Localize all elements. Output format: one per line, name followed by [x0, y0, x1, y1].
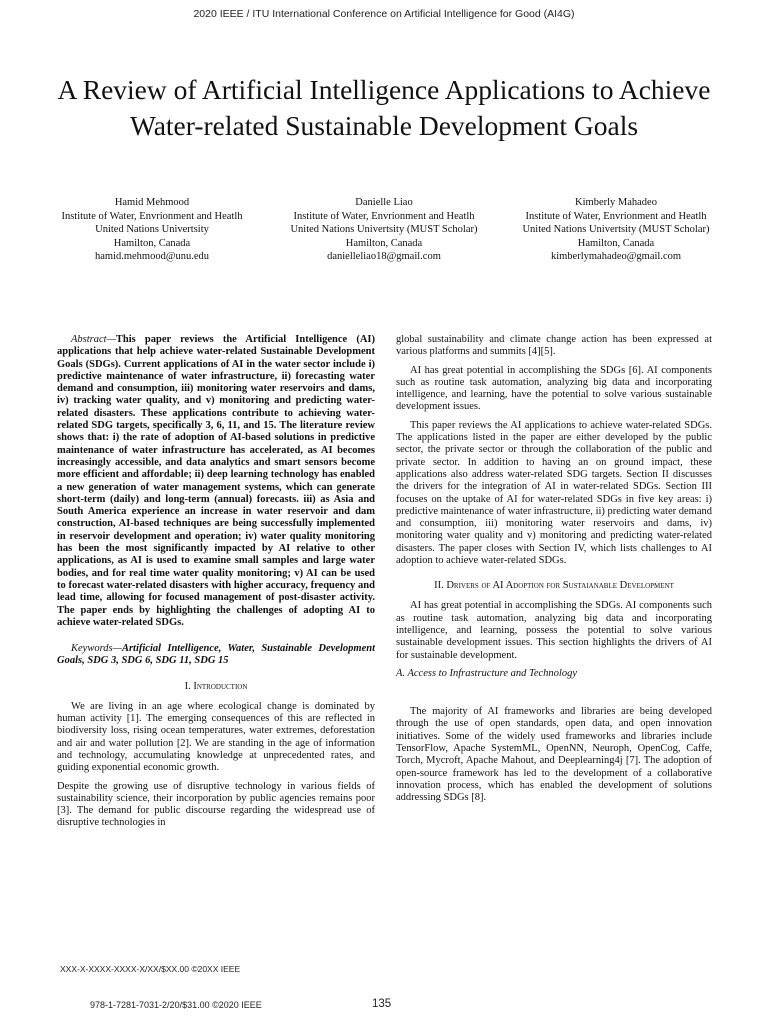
isbn-line: 978-1-7281-7031-2/20/$31.00 ©2020 IEEE: [90, 1000, 262, 1010]
intro-paragraph-1: We are living in an age where ecological change is dominated by human activity [1]. The emerging consequences of this are reflected in biodiversity loss, rising ocean temperatures, water extremes, deforestation and air and water pollution [2]. We are standing in the age of information and technology, accumulating knowledge at unprecedented rates, and guiding exponential economic growth.: [57, 700, 375, 774]
author-institution: United Nations Univertsity (MUST Scholar): [522, 224, 710, 235]
intro-paragraph-2: Despite the growing use of disruptive technology in various fields of sustainability science, their incorporation by public agencies remains poor [3]. The demand for public discourse regarding the widespread use of disruptive technologies in: [57, 780, 375, 829]
author-institution: United Nations Univertsity (MUST Scholar): [290, 224, 478, 235]
paper-title: A Review of Artificial Intelligence Applications to Achieve Water-related Sustainable Development Goals: [57, 74, 711, 141]
author-block: [40, 196, 728, 264]
author-3: [504, 196, 728, 264]
abstract: [57, 334, 375, 629]
left-column: [57, 334, 375, 836]
author-location: Hamilton, Canada: [577, 237, 655, 249]
right-paragraph-2: AI has great potential in accomplishing the SDGs [6]. AI components such as routine task automation, analyzing big data and incorporating intelligence, and learning, have the potential to solve various sustainable development issues.: [396, 364, 712, 413]
author-affiliation: Institute of Water, Envrionment and Heatlh: [61, 210, 243, 222]
keywords: [57, 643, 375, 668]
author-name: Hamid Mehmood: [114, 197, 190, 208]
drivers-paragraph-2: The majority of AI frameworks and libraries are being developed through the use of open standards, open data, and open innovation initiatives. Some of the widely used frameworks and libraries include TensorFlow, Apache SystemML, OpenNN, Neuroph, OpenCog, Caffe, Torch, Mycroft, Apache Mahout, and Deeplearning4j [7]. The adoption of open-source framework has led to the development of a collaborative innovation process, which has enabled the development of solutions addressing SDGs [8].: [396, 706, 712, 804]
keywords-lead: Keywords—: [71, 643, 122, 655]
right-column: [396, 334, 712, 811]
keywords-body: Artificial Intelligence, Water, Sustainable Development Goals, SDG 3, SDG 6, SDG 11, SDG 15: [57, 643, 375, 667]
author-1: [40, 196, 264, 264]
section-heading-introduction: I. Introduction: [184, 680, 248, 692]
right-paragraph-1: global sustainability and climate change action has been expressed at various platforms and summits [4][5].: [396, 334, 712, 358]
right-paragraph-3: This paper reviews the AI applications to achieve water-related SDGs. The applications listed in the paper are either developed by the public sector, the private sector or through the collaboration of the public and private sector. In addition to having an on ground impact, these applications also address water-related SDG targets. Section II discusses the drivers for the integration of AI in water-related SDGs. Section III focuses on the uptake of AI for water-related SDGs in five key areas: i) predictive maintenance of water infrastructure, ii) predicting water demand and consumption, iii) monitoring water reservoirs and dams, iv) monitoring water quality and v) monitoring and predicting water-related disasters. The paper closes with Section IV, which lists challenges to AI adoption to achieve water-related SDGs.: [396, 419, 712, 567]
author-email[interactable]: kimberlymahadeo@gmail.com: [550, 251, 682, 262]
author-affiliation: Institute of Water, Envrionment and Heatlh: [525, 210, 707, 222]
section-heading-drivers: II. Drivers of AI Adoption for Sustaianable Development: [434, 580, 674, 592]
drivers-paragraph-1: AI has great potential in accomplishing the SDGs. AI components such as routine task automation, analyzing big data and incorporating intelligence, and learning, possess the potential to solve various sustainable development issues. This section highlights the drivers of AI for sustainable development.: [396, 600, 712, 661]
author-location: Hamilton, Canada: [113, 237, 191, 249]
copyright-code: XXX-X-XXXX-XXXX-X/XX/$XX.00 ©20XX IEEE: [60, 964, 241, 974]
abstract-body: This paper reviews the Artificial Intelligence (AI) applications that help achieve water-related Sustainable Development Goals (SDGs). Current applications of AI in the water sector include i) predictive maintenance of water infrastructure, ii) forecasting water demand and consumption, iii) monitoring water reservoirs and dams, iv) tracking water quality, and v) monitoring and predicting water-related disasters. These applications contribute to achieving water-related SDG targets, specifically 3, 6, 11, and 15. The literature review shows that: i) the rate of adoption of AI-based solutions in predictive maintenance of water infrastructure has accelerated, as AI becomes increasingly accessible, and data analytics and smart sensors become more efficient and affordable; ii) deep learning technology has enabled a new generation of water management systems, which can generate short-term (daily) and long-term (annual) forecasts. iii) as Asia and South America experience an increase in water reservoir and dam construction, AI-based techniques are being successfully implemented in reservoir development and operation; iv) water quality monitoring has been the most significantly impacted by AI relative to other applications, as AI is used to examine small samples and large water bodies, and for real time water quality monitoring; v) AI can be used to forecast water-related disasters with higher accuracy, frequency and lead time, allowing for focused management of post-disaster activity. The paper ends by highlighting the challenges of adopting AI to achieve water-related SDGs.: [57, 334, 375, 628]
author-2: [272, 196, 496, 264]
author-location: Hamilton, Canada: [345, 237, 423, 249]
author-name: Danielle Liao: [355, 197, 413, 208]
abstract-lead: Abstract—: [71, 334, 116, 345]
author-name: Kimberly Mahadeo: [575, 197, 657, 208]
conference-header: 2020 IEEE / ITU International Conference on Artificial Intelligence for Good (AI4G): [193, 8, 575, 20]
page-number: 135: [372, 998, 392, 1010]
author-email[interactable]: hamid.mehmood@unu.edu: [94, 251, 210, 262]
spacer: [396, 688, 712, 706]
author-email[interactable]: danielleliao18@gmail.com: [327, 251, 441, 262]
author-affiliation: Institute of Water, Envrionment and Heatlh: [293, 210, 475, 222]
author-institution: United Nations Univertsity: [95, 224, 209, 235]
subsection-heading-access: A. Access to Infrastructure and Technology: [396, 667, 578, 679]
